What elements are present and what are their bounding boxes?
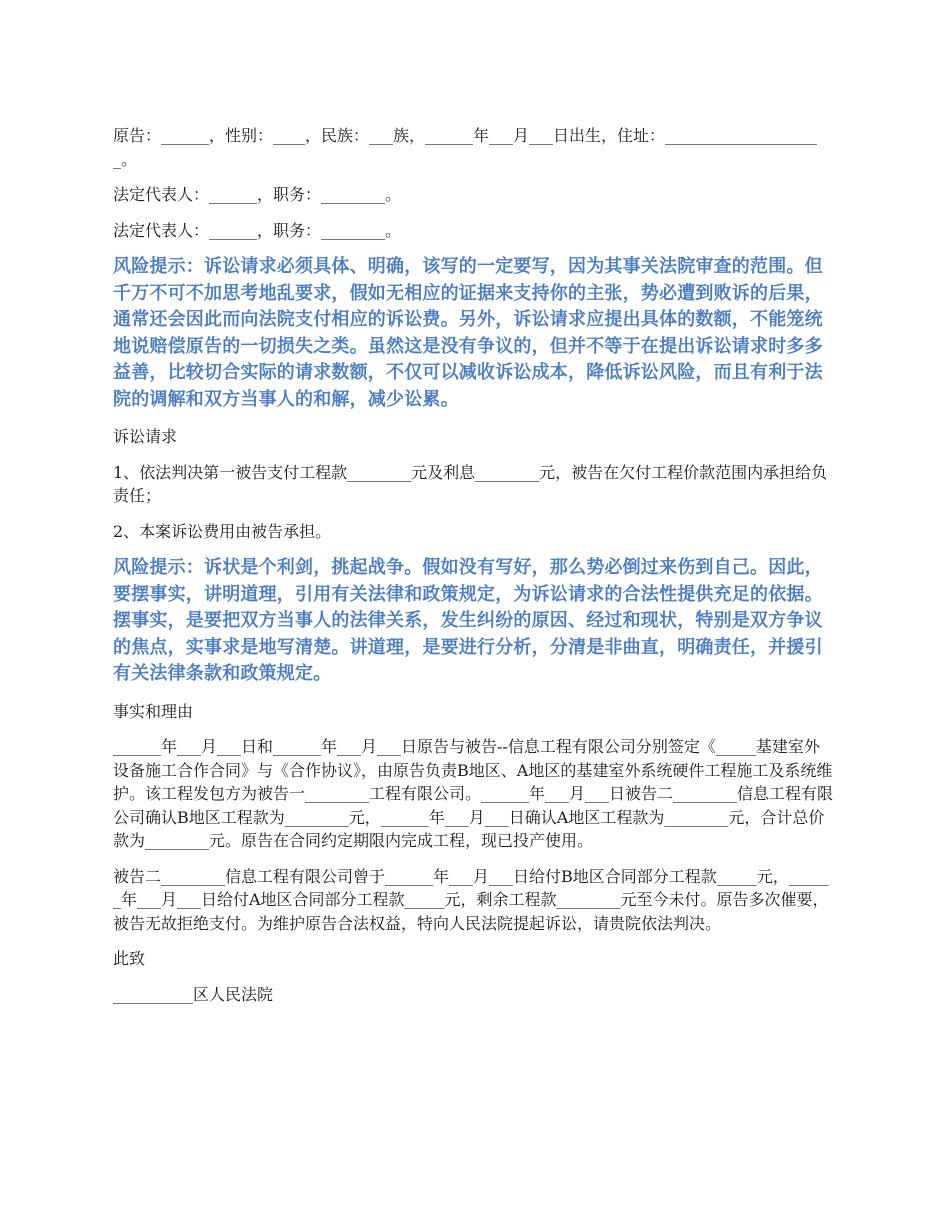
risk-tip-claims: 风险提示：诉讼请求必须具体、明确，该写的一定要写，因为其事关法院审查的范围。但千万不可不加思考地乱要求，假如无相应的证据来支持你的主张，势必遭到败诉的后果，通常还会因此而向法院支付相应的诉讼费。另外，诉讼请求应提出具体的数额，不能笼统地说赔偿原告的一切损失之类。虽然这是没有争议的，但并不等于在提出诉讼请求时多多益善，比较切合实际的请求数额，不仅可以减收诉讼成本，降低诉讼风险，而且有利于法院的调解和双方当事人的和解，减少讼累。 [113,256,823,410]
complaint-document [113,124,833,1018]
facts-paragraph-1: ______年___月___日和______年___月___日原告与被告--信息工程有限公司分别签定《_____基建室外设备施工合作合同》与《合作协议》，由原告负责B地区、A地区的基建室外系统硬件工程施工及系统维护。该工程发包方为被告一________工程有限公司。______年___月___日被告二________信息工程有限公司确认B地区工程款为________元，______年___月___日确认A地区工程款为________元，合计总价款为________元。原告在合同约定期限内完成工程，现已投产使用。 [113,737,834,850]
legal-representative-1: 法定代表人：______，职务：________。 [113,185,402,204]
legal-representative-2: 法定代表人：______，职务：________。 [113,220,402,240]
closing-salutation: 此致 [113,949,146,968]
facts-heading: 事实和理由 [113,701,194,721]
risk-tip-facts: 风险提示：诉状是个利剑，挑起战争。假如没有写好，那么势必倒过来伤到自己。因此，要摆事实，讲明道理，引用有关法律和政策规定，为诉讼请求的合法性提供充足的依据。摆事实，是要把双方当事人的法律关系，发生纠纷的原因、经过和现状，特别是双方争议的焦点，实事求是地写清楚。讲道理，是要进行分析，分清是非曲直，明确责任，并援引有关法律条款和政策规定。 [113,557,823,684]
facts-paragraph-2: 被告二________信息工程有限公司曾于______年___月___日给付B地区合同部分工程款_____元，______年___月___日给付A地区合同部分工程款_____元，剩余工程款________元至今未付。原告多次催要，被告无故拒绝支付。为维护原告合法权益，特向人民法院提起诉讼，请贵院依法判决。 [113,866,829,933]
claim-item-2: 2、本案诉讼费用由被告承担。 [113,521,332,541]
claims-heading: 诉讼请求 [113,427,178,446]
claim-item-1: 1、依法判决第一被告支付工程款________元及利息________元，被告在欠付工程价款范围内承担给负责任； [113,462,828,505]
plaintiff-info: 原告：______，性别：____，民族：___族，______年___月___日出生，住址：____________________。 [113,126,818,169]
court-addressee: __________区人民法院 [113,984,274,1004]
